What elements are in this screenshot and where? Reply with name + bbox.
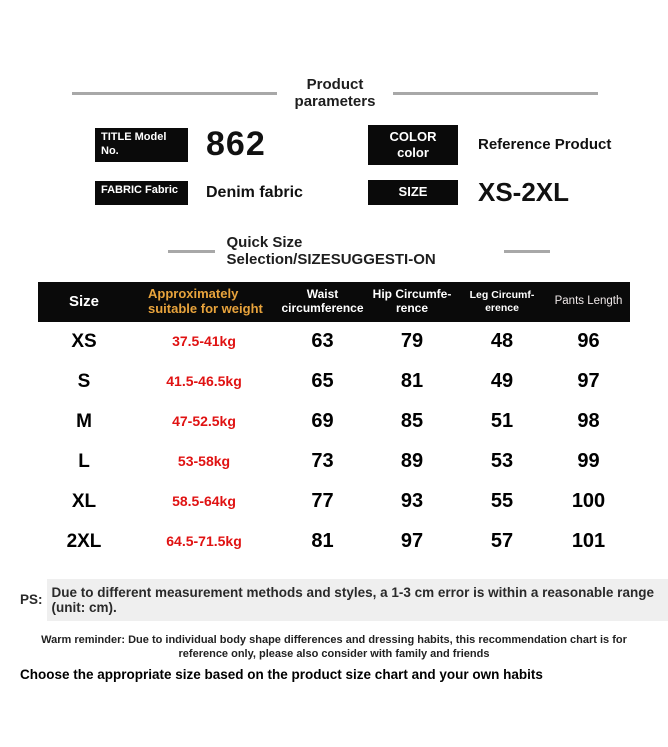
color-value: Reference Product (478, 136, 612, 154)
quick-size-title: Quick Size Selection/SIZESUGGESTI-ON (226, 234, 436, 269)
table-row (38, 322, 630, 362)
table-row (38, 362, 630, 402)
weight-cell: 58.5-64kg (172, 493, 236, 510)
waist-cell: 63 (311, 330, 334, 352)
table-row (38, 522, 630, 562)
warm-reminder: Warm reminder: Due to individual body shape differences and dressing habits, this recommendation chart is for reference only, please also consider with family and friends (41, 633, 627, 661)
product-parameters-header (0, 0, 668, 111)
leg-cell: 55 (490, 490, 514, 512)
header-rule-right (504, 250, 551, 253)
header-rule-left (72, 92, 277, 95)
pants-length-cell: 101 (571, 530, 606, 552)
col-header-size: Size (68, 292, 99, 310)
fabric-value: Denim fabric (206, 183, 303, 201)
color-label: COLOR color (368, 125, 458, 166)
weight-cell: 53-58kg (177, 453, 231, 470)
hip-cell: 93 (400, 490, 424, 512)
size-chart-table (38, 282, 630, 562)
weight-cell: 37.5-41kg (172, 333, 236, 350)
hip-cell: 89 (400, 450, 424, 472)
col-header-pants-length: Pants Length (554, 294, 623, 307)
size-cell: S (77, 370, 91, 392)
leg-cell: 48 (490, 330, 514, 352)
table-row (38, 442, 630, 482)
waist-cell: 77 (311, 490, 334, 512)
header-rule-left (168, 250, 215, 253)
fabric-label: FABRIC Fabric (95, 181, 188, 205)
size-label: SIZE (368, 180, 458, 204)
col-header-leg: Leg Circumf-erence (469, 289, 535, 314)
weight-cell: 47-52.5kg (172, 413, 236, 430)
weight-cell: 41.5-46.5kg (166, 373, 242, 390)
size-cell: XL (71, 490, 97, 512)
model-no-label: TITLE Model No. (95, 128, 188, 162)
table-row (38, 482, 630, 522)
waist-cell: 73 (311, 450, 334, 472)
pants-length-cell: 96 (577, 330, 600, 352)
col-header-hip: Hip Circumfe-rence (372, 286, 452, 315)
size-range-value: XS-2XL (478, 177, 570, 207)
hip-cell: 81 (400, 370, 424, 392)
pants-length-cell: 100 (571, 490, 606, 512)
choose-size-note: Choose the appropriate size based on the product size chart and your own habits (20, 667, 543, 683)
size-cell: 2XL (66, 530, 102, 552)
col-header-waist: Waist circumference (281, 286, 364, 315)
waist-cell: 81 (311, 530, 334, 552)
table-row (38, 402, 630, 442)
pants-length-cell: 99 (577, 450, 600, 472)
size-cell: XS (71, 330, 97, 352)
leg-cell: 57 (490, 530, 514, 552)
pants-length-cell: 98 (577, 410, 600, 432)
leg-cell: 49 (490, 370, 514, 392)
size-chart-header-row (38, 282, 630, 322)
ps-text: Due to different measurement methods and styles, a 1-3 cm error is within a reasonable range (unit: cm). (47, 579, 668, 621)
product-parameters-title: Product parameters (294, 76, 376, 111)
model-no-value: 862 (206, 125, 266, 164)
parameters-grid (95, 125, 668, 209)
waist-cell: 69 (311, 410, 334, 432)
weight-cell: 64.5-71.5kg (166, 533, 242, 550)
leg-cell: 53 (490, 450, 514, 472)
size-cell: L (78, 450, 90, 472)
ps-note (20, 579, 668, 621)
leg-cell: 51 (490, 410, 514, 432)
hip-cell: 85 (400, 410, 424, 432)
ps-prefix: PS: (20, 592, 43, 607)
waist-cell: 65 (311, 370, 334, 392)
pants-length-cell: 97 (577, 370, 600, 392)
size-cell: M (76, 410, 92, 432)
col-header-weight: Approximately suitable for weight (148, 285, 263, 316)
hip-cell: 97 (400, 530, 424, 552)
quick-size-header (0, 208, 668, 269)
hip-cell: 79 (400, 330, 424, 352)
header-rule-right (393, 92, 598, 95)
